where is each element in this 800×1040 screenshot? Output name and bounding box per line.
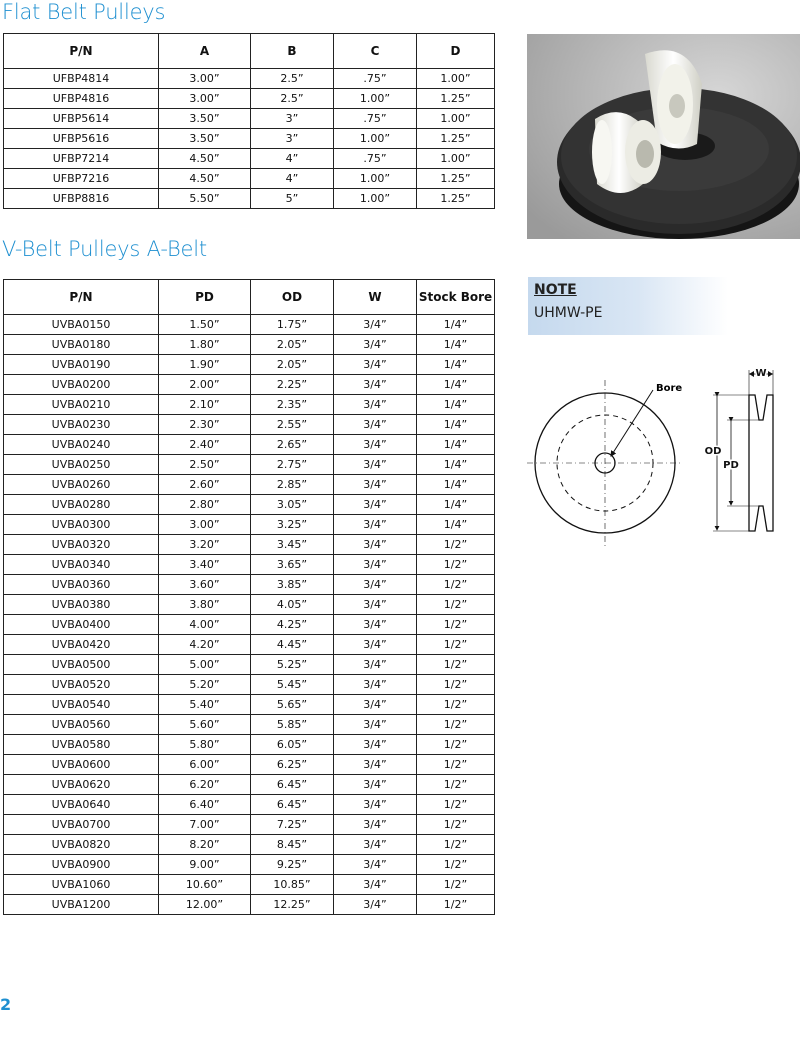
table-cell: 1/2” bbox=[417, 555, 495, 575]
table-cell: UVBA0540 bbox=[4, 695, 159, 715]
table-cell: 1/4” bbox=[417, 415, 495, 435]
table-cell: 3.20” bbox=[159, 535, 251, 555]
table-cell: 1/2” bbox=[417, 855, 495, 875]
table-row bbox=[4, 415, 495, 435]
table-row bbox=[4, 109, 495, 129]
od-label: OD bbox=[704, 446, 722, 457]
table-cell: 2.35” bbox=[251, 395, 334, 415]
table-cell: UVBA0640 bbox=[4, 795, 159, 815]
table-row bbox=[4, 635, 495, 655]
note-box bbox=[528, 277, 728, 335]
table-row bbox=[4, 795, 495, 815]
table-cell: 5.85” bbox=[251, 715, 334, 735]
table-cell: UFBP5614 bbox=[4, 109, 159, 129]
bore-label: Bore bbox=[656, 383, 683, 394]
table-cell: 1/2” bbox=[417, 675, 495, 695]
table-cell: UVBA0190 bbox=[4, 355, 159, 375]
table-cell: 1/4” bbox=[417, 395, 495, 415]
v-belt-pulleys-table bbox=[3, 279, 495, 915]
table-cell: UVBA0200 bbox=[4, 375, 159, 395]
table-cell: UVBA0820 bbox=[4, 835, 159, 855]
table-cell: 3/4” bbox=[334, 435, 417, 455]
table-cell: 3.50” bbox=[159, 129, 251, 149]
column-header: A bbox=[159, 34, 251, 69]
table-cell: 2.40” bbox=[159, 435, 251, 455]
table-cell: 3/4” bbox=[334, 835, 417, 855]
table-cell: 1.00” bbox=[417, 69, 495, 89]
table-cell: 5.60” bbox=[159, 715, 251, 735]
table-cell: 3.80” bbox=[159, 595, 251, 615]
table-cell: 1/2” bbox=[417, 795, 495, 815]
table-cell: 1/4” bbox=[417, 475, 495, 495]
table-cell: 2.55” bbox=[251, 415, 334, 435]
table-cell: UVBA0520 bbox=[4, 675, 159, 695]
table-row bbox=[4, 315, 495, 335]
table-cell: UVBA0240 bbox=[4, 435, 159, 455]
table-row bbox=[4, 395, 495, 415]
table-cell: UVBA0580 bbox=[4, 735, 159, 755]
table-cell: UFBP4814 bbox=[4, 69, 159, 89]
table-cell: 3/4” bbox=[334, 795, 417, 815]
table-cell: 3/4” bbox=[334, 695, 417, 715]
table-row bbox=[4, 735, 495, 755]
table-row bbox=[4, 595, 495, 615]
table-cell: 3/4” bbox=[334, 395, 417, 415]
table-row bbox=[4, 875, 495, 895]
table-cell: 2.30” bbox=[159, 415, 251, 435]
table-cell: 1/2” bbox=[417, 755, 495, 775]
table-cell: 6.25” bbox=[251, 755, 334, 775]
table-cell: 3/4” bbox=[334, 355, 417, 375]
table-cell: UFBP4816 bbox=[4, 89, 159, 109]
table-cell: UVBA0500 bbox=[4, 655, 159, 675]
table-cell: 3/4” bbox=[334, 715, 417, 735]
table-cell: 3.45” bbox=[251, 535, 334, 555]
table-cell: 3/4” bbox=[334, 655, 417, 675]
table-cell: UVBA0260 bbox=[4, 475, 159, 495]
table-cell: 7.25” bbox=[251, 815, 334, 835]
flat-belt-pulleys-heading: Flat Belt Pulleys bbox=[2, 0, 166, 24]
table-row bbox=[4, 515, 495, 535]
table-cell: .75” bbox=[334, 69, 417, 89]
table-cell: 1.00” bbox=[334, 169, 417, 189]
table-row bbox=[4, 495, 495, 515]
table-cell: 3.05” bbox=[251, 495, 334, 515]
table-cell: 1/2” bbox=[417, 815, 495, 835]
table-cell: 9.25” bbox=[251, 855, 334, 875]
table-cell: 3/4” bbox=[334, 455, 417, 475]
table-cell: 3/4” bbox=[334, 755, 417, 775]
table-cell: UVBA0380 bbox=[4, 595, 159, 615]
table-cell: 3/4” bbox=[334, 575, 417, 595]
table-cell: 5” bbox=[251, 189, 334, 209]
table-row bbox=[4, 375, 495, 395]
note-text: UHMW-PE bbox=[534, 305, 603, 321]
table-cell: .75” bbox=[334, 109, 417, 129]
page-number: 2 bbox=[0, 995, 12, 1014]
table-cell: 1.00” bbox=[334, 129, 417, 149]
column-header: W bbox=[334, 280, 417, 315]
table-cell: 3/4” bbox=[334, 635, 417, 655]
table-cell: 5.65” bbox=[251, 695, 334, 715]
table-cell: 1.00” bbox=[417, 149, 495, 169]
table-cell: 5.25” bbox=[251, 655, 334, 675]
table-cell: 3.40” bbox=[159, 555, 251, 575]
column-header: P/N bbox=[4, 280, 159, 315]
table-cell: 1/4” bbox=[417, 315, 495, 335]
table-cell: 2.25” bbox=[251, 375, 334, 395]
table-cell: 1.75” bbox=[251, 315, 334, 335]
table-cell: UVBA0400 bbox=[4, 615, 159, 635]
table-cell: 5.50” bbox=[159, 189, 251, 209]
table-cell: UVBA1200 bbox=[4, 895, 159, 915]
table-cell: 3/4” bbox=[334, 615, 417, 635]
table-row bbox=[4, 475, 495, 495]
table-cell: 1.25” bbox=[417, 189, 495, 209]
table-cell: 3/4” bbox=[334, 535, 417, 555]
table-row bbox=[4, 69, 495, 89]
table-cell: 1/2” bbox=[417, 595, 495, 615]
table-cell: 3/4” bbox=[334, 335, 417, 355]
table-cell: .75” bbox=[334, 149, 417, 169]
table-row bbox=[4, 895, 495, 915]
table-cell: 6.45” bbox=[251, 775, 334, 795]
table-cell: 3/4” bbox=[334, 375, 417, 395]
table-cell: UFBP7216 bbox=[4, 169, 159, 189]
table-cell: 4.25” bbox=[251, 615, 334, 635]
table-cell: UVBA0420 bbox=[4, 635, 159, 655]
table-cell: 10.85” bbox=[251, 875, 334, 895]
table-cell: 2.5” bbox=[251, 69, 334, 89]
column-header: C bbox=[334, 34, 417, 69]
table-cell: 4.50” bbox=[159, 149, 251, 169]
table-row bbox=[4, 615, 495, 635]
column-header: D bbox=[417, 34, 495, 69]
table-cell: 2.05” bbox=[251, 335, 334, 355]
table-cell: 4” bbox=[251, 169, 334, 189]
table-cell: 1/4” bbox=[417, 495, 495, 515]
table-cell: 1/4” bbox=[417, 355, 495, 375]
table-row bbox=[4, 715, 495, 735]
table-cell: 4” bbox=[251, 149, 334, 169]
table-cell: 3/4” bbox=[334, 875, 417, 895]
table-cell: 1/2” bbox=[417, 775, 495, 795]
table-row bbox=[4, 695, 495, 715]
table-cell: 6.45” bbox=[251, 795, 334, 815]
table-cell: 3.00” bbox=[159, 515, 251, 535]
table-row bbox=[4, 335, 495, 355]
table-cell: 1/2” bbox=[417, 695, 495, 715]
column-header: PD bbox=[159, 280, 251, 315]
table-row bbox=[4, 775, 495, 795]
table-cell: 1.00” bbox=[417, 109, 495, 129]
table-cell: UVBA1060 bbox=[4, 875, 159, 895]
table-cell: 1.25” bbox=[417, 129, 495, 149]
table-cell: 1/2” bbox=[417, 615, 495, 635]
table-cell: 2.80” bbox=[159, 495, 251, 515]
table-cell: 3/4” bbox=[334, 515, 417, 535]
table-row bbox=[4, 435, 495, 455]
table-cell: 4.00” bbox=[159, 615, 251, 635]
table-cell: 2.50” bbox=[159, 455, 251, 475]
table-cell: 3.50” bbox=[159, 109, 251, 129]
table-row bbox=[4, 555, 495, 575]
table-cell: UFBP5616 bbox=[4, 129, 159, 149]
table-cell: 1/2” bbox=[417, 735, 495, 755]
table-cell: 2.60” bbox=[159, 475, 251, 495]
table-cell: 2.75” bbox=[251, 455, 334, 475]
table-cell: 1.00” bbox=[334, 189, 417, 209]
table-cell: 3/4” bbox=[334, 475, 417, 495]
table-cell: UVBA0320 bbox=[4, 535, 159, 555]
table-cell: 3.65” bbox=[251, 555, 334, 575]
table-row bbox=[4, 675, 495, 695]
table-cell: 1/4” bbox=[417, 335, 495, 355]
table-cell: UVBA0210 bbox=[4, 395, 159, 415]
table-cell: 2.05” bbox=[251, 355, 334, 375]
table-row bbox=[4, 835, 495, 855]
table-row bbox=[4, 149, 495, 169]
table-cell: 3/4” bbox=[334, 495, 417, 515]
table-row bbox=[4, 755, 495, 775]
table-cell: UVBA0300 bbox=[4, 515, 159, 535]
table-cell: 1/4” bbox=[417, 375, 495, 395]
table-cell: 3/4” bbox=[334, 775, 417, 795]
flat-belt-pulleys-table bbox=[3, 33, 495, 209]
table-cell: 1/2” bbox=[417, 715, 495, 735]
table-cell: UVBA0180 bbox=[4, 335, 159, 355]
table-cell: 12.25” bbox=[251, 895, 334, 915]
table-cell: 6.20” bbox=[159, 775, 251, 795]
table-cell: UVBA0700 bbox=[4, 815, 159, 835]
pulley-product-photo bbox=[527, 34, 800, 239]
table-cell: 3.25” bbox=[251, 515, 334, 535]
table-cell: 3.60” bbox=[159, 575, 251, 595]
column-header: P/N bbox=[4, 34, 159, 69]
table-cell: 1/2” bbox=[417, 535, 495, 555]
table-cell: 1.50” bbox=[159, 315, 251, 335]
table-cell: 5.80” bbox=[159, 735, 251, 755]
table-cell: 4.05” bbox=[251, 595, 334, 615]
table-row bbox=[4, 575, 495, 595]
table-cell: 1.00” bbox=[334, 89, 417, 109]
table-cell: 6.00” bbox=[159, 755, 251, 775]
table-cell: 3.00” bbox=[159, 89, 251, 109]
table-cell: UVBA0250 bbox=[4, 455, 159, 475]
table-cell: 1/2” bbox=[417, 635, 495, 655]
pulley-side-profile bbox=[749, 395, 773, 531]
table-cell: 10.60” bbox=[159, 875, 251, 895]
table-cell: 3” bbox=[251, 129, 334, 149]
table-cell: UVBA0150 bbox=[4, 315, 159, 335]
table-cell: 6.05” bbox=[251, 735, 334, 755]
table-cell: 3/4” bbox=[334, 595, 417, 615]
table-row bbox=[4, 169, 495, 189]
table-cell: 3/4” bbox=[334, 855, 417, 875]
table-cell: UVBA0230 bbox=[4, 415, 159, 435]
column-header: B bbox=[251, 34, 334, 69]
table-cell: 5.40” bbox=[159, 695, 251, 715]
table-cell: 3/4” bbox=[334, 675, 417, 695]
pd-label: PD bbox=[723, 460, 739, 471]
column-header: Stock Bore bbox=[417, 280, 495, 315]
table-cell: 5.45” bbox=[251, 675, 334, 695]
table-cell: 3/4” bbox=[334, 415, 417, 435]
note-title: NOTE bbox=[534, 282, 577, 298]
pulley-dimension-diagram bbox=[527, 360, 800, 550]
table-cell: 4.20” bbox=[159, 635, 251, 655]
table-cell: 9.00” bbox=[159, 855, 251, 875]
table-cell: 7.00” bbox=[159, 815, 251, 835]
table-cell: 8.45” bbox=[251, 835, 334, 855]
table-cell: 1/2” bbox=[417, 655, 495, 675]
table-row bbox=[4, 455, 495, 475]
table-cell: 1/2” bbox=[417, 875, 495, 895]
table-row bbox=[4, 355, 495, 375]
table-cell: 1/4” bbox=[417, 515, 495, 535]
table-cell: 2.85” bbox=[251, 475, 334, 495]
table-cell: UFBP7214 bbox=[4, 149, 159, 169]
table-cell: 2.5” bbox=[251, 89, 334, 109]
table-cell: 3/4” bbox=[334, 735, 417, 755]
table-row bbox=[4, 189, 495, 209]
table-row bbox=[4, 655, 495, 675]
table-cell: 2.00” bbox=[159, 375, 251, 395]
table-cell: UVBA0900 bbox=[4, 855, 159, 875]
table-cell: 5.00” bbox=[159, 655, 251, 675]
table-cell: 6.40” bbox=[159, 795, 251, 815]
v-belt-pulleys-heading: V-Belt Pulleys A-Belt bbox=[2, 237, 207, 261]
table-cell: 1/4” bbox=[417, 455, 495, 475]
table-row bbox=[4, 89, 495, 109]
table-row bbox=[4, 535, 495, 555]
table-cell: 3/4” bbox=[334, 555, 417, 575]
table-cell: 2.10” bbox=[159, 395, 251, 415]
table-cell: 1.25” bbox=[417, 89, 495, 109]
table-cell: 1.90” bbox=[159, 355, 251, 375]
table-cell: 12.00” bbox=[159, 895, 251, 915]
table-row bbox=[4, 129, 495, 149]
table-cell: 1/2” bbox=[417, 835, 495, 855]
table-cell: 3.00” bbox=[159, 69, 251, 89]
table-cell: 1/4” bbox=[417, 435, 495, 455]
table-cell: 1/2” bbox=[417, 575, 495, 595]
table-row bbox=[4, 815, 495, 835]
table-cell: UVBA0340 bbox=[4, 555, 159, 575]
table-cell: UVBA0360 bbox=[4, 575, 159, 595]
table-cell: UVBA0620 bbox=[4, 775, 159, 795]
table-cell: UVBA0560 bbox=[4, 715, 159, 735]
table-cell: 3/4” bbox=[334, 815, 417, 835]
table-cell: 1/2” bbox=[417, 895, 495, 915]
w-label: W bbox=[755, 368, 767, 379]
table-cell: 3/4” bbox=[334, 895, 417, 915]
table-cell: 3” bbox=[251, 109, 334, 129]
table-cell: 5.20” bbox=[159, 675, 251, 695]
table-cell: 2.65” bbox=[251, 435, 334, 455]
table-cell: 8.20” bbox=[159, 835, 251, 855]
table-cell: 3.85” bbox=[251, 575, 334, 595]
table-cell: 3/4” bbox=[334, 315, 417, 335]
table-cell: 1.25” bbox=[417, 169, 495, 189]
table-row bbox=[4, 855, 495, 875]
table-cell: UVBA0280 bbox=[4, 495, 159, 515]
table-cell: 1.80” bbox=[159, 335, 251, 355]
table-cell: 4.50” bbox=[159, 169, 251, 189]
table-cell: UFBP8816 bbox=[4, 189, 159, 209]
table-cell: UVBA0600 bbox=[4, 755, 159, 775]
table-cell: 4.45” bbox=[251, 635, 334, 655]
column-header: OD bbox=[251, 280, 334, 315]
